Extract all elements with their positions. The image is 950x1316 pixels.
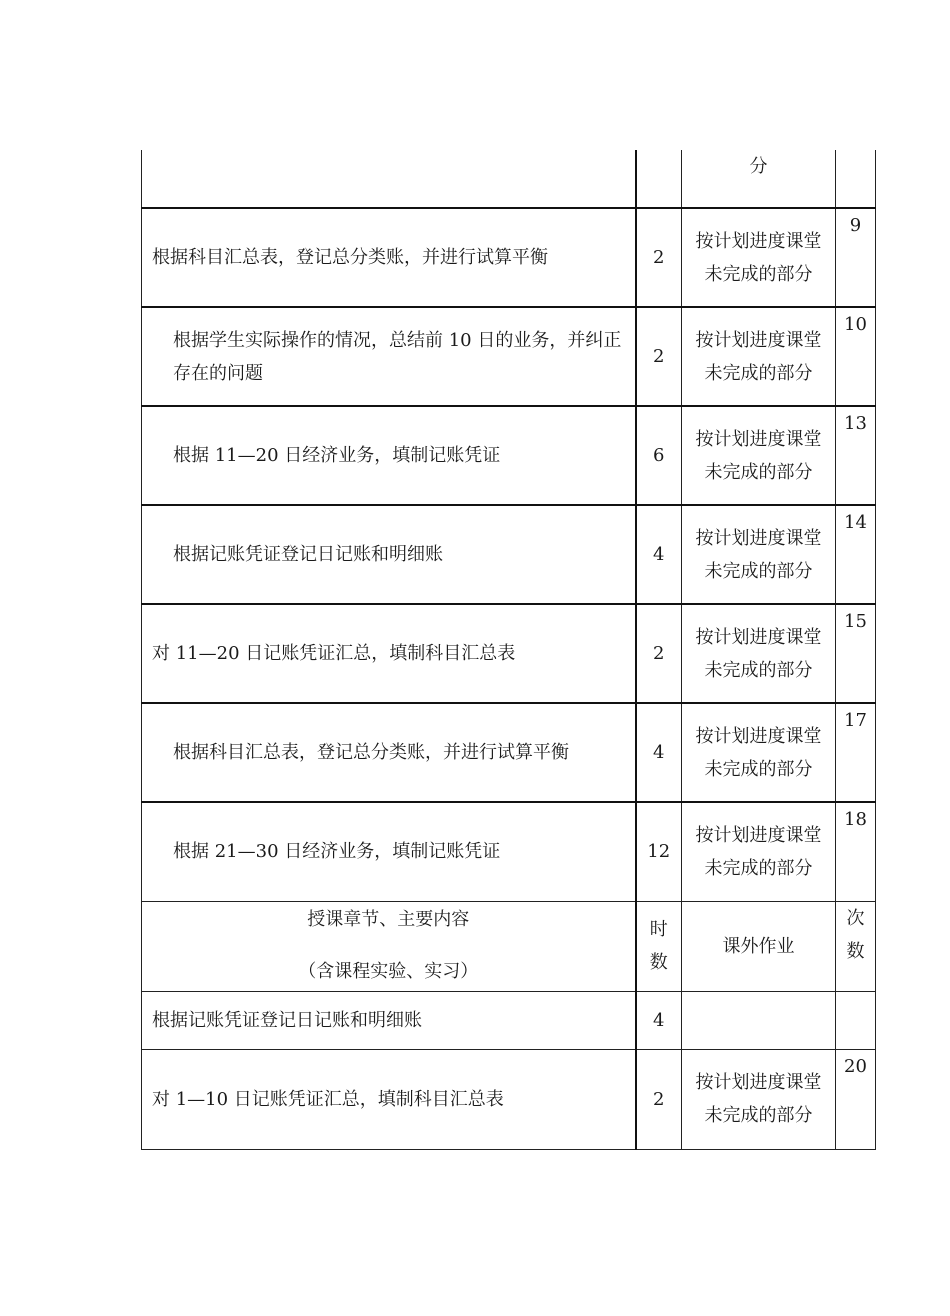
table-row bbox=[142, 208, 876, 307]
homework-cell bbox=[682, 991, 836, 1049]
table-row bbox=[142, 1049, 876, 1149]
table-row bbox=[142, 703, 876, 802]
content-cell: 对 11—20 日记账凭证汇总，填制科目汇总表 bbox=[142, 604, 636, 703]
homework-cell: 按计划进度课堂未完成的部分 bbox=[682, 802, 836, 901]
hours-cell: 2 bbox=[636, 307, 682, 406]
header-hours-cell bbox=[636, 901, 682, 991]
homework-cell: 按计划进度课堂未完成的部分 bbox=[682, 208, 836, 307]
course-plan-table bbox=[141, 150, 876, 1150]
homework-cell: 按计划进度课堂未完成的部分 bbox=[682, 604, 836, 703]
table-row bbox=[142, 307, 876, 406]
table-row bbox=[142, 991, 876, 1049]
content-cell: 根据 21—30 日经济业务，填制记账凭证 bbox=[142, 802, 636, 901]
count-value: 17 bbox=[844, 710, 867, 731]
content-cell: 根据学生实际操作的情况，总结前 10 日的业务，并纠正存在的问题 bbox=[142, 307, 636, 406]
content-cell: 对 1—10 日记账凭证汇总，填制科目汇总表 bbox=[142, 1049, 636, 1149]
content-cell: 根据记账凭证登记日记账和明细账 bbox=[142, 505, 636, 604]
count-cell bbox=[836, 991, 876, 1049]
hours-cell: 2 bbox=[636, 1049, 682, 1149]
count-value: 10 bbox=[844, 314, 867, 335]
header-content-line-1: 授课章节、主要内容 bbox=[307, 909, 470, 930]
homework-cell: 按计划进度课堂未完成的部分 bbox=[682, 307, 836, 406]
count-cell bbox=[836, 802, 876, 901]
table-row bbox=[142, 505, 876, 604]
content-cell: 根据 11—20 日经济业务，填制记账凭证 bbox=[142, 406, 636, 505]
header-count-cell bbox=[836, 901, 876, 991]
count-cell bbox=[836, 505, 876, 604]
header-homework-cell: 课外作业 bbox=[682, 901, 836, 991]
hours-cell bbox=[636, 150, 682, 208]
table-header-row bbox=[142, 901, 876, 991]
hours-cell: 2 bbox=[636, 604, 682, 703]
count-cell bbox=[836, 1049, 876, 1149]
homework-cell: 分 bbox=[682, 150, 836, 208]
hours-cell: 4 bbox=[636, 991, 682, 1049]
homework-cell: 按计划进度课堂未完成的部分 bbox=[682, 505, 836, 604]
header-content-line-2: （含课程实验、实习） bbox=[298, 961, 479, 982]
hours-cell: 6 bbox=[636, 406, 682, 505]
hours-cell: 4 bbox=[636, 505, 682, 604]
count-cell bbox=[836, 604, 876, 703]
hours-cell: 12 bbox=[636, 802, 682, 901]
count-value: 18 bbox=[844, 809, 867, 830]
count-value: 20 bbox=[844, 1055, 867, 1077]
content-cell: 根据记账凭证登记日记账和明细账 bbox=[142, 991, 636, 1049]
content-cell bbox=[142, 150, 636, 208]
homework-cell: 按计划进度课堂未完成的部分 bbox=[682, 1049, 836, 1149]
count-cell bbox=[836, 703, 876, 802]
count-value: 9 bbox=[849, 215, 862, 236]
hours-cell: 2 bbox=[636, 208, 682, 307]
count-cell bbox=[836, 208, 876, 307]
homework-cell: 按计划进度课堂未完成的部分 bbox=[682, 406, 836, 505]
table-row bbox=[142, 406, 876, 505]
header-content-cell bbox=[142, 901, 636, 991]
content-cell: 根据科目汇总表，登记总分类账，并进行试算平衡 bbox=[142, 208, 636, 307]
table-row bbox=[142, 802, 876, 901]
count-value: 15 bbox=[844, 611, 867, 632]
content-cell: 根据科目汇总表，登记总分类账，并进行试算平衡 bbox=[142, 703, 636, 802]
header-hours-label: 时数 bbox=[649, 919, 668, 973]
count-value: 14 bbox=[844, 512, 867, 533]
count-cell bbox=[836, 150, 876, 208]
count-cell bbox=[836, 406, 876, 505]
count-value: 13 bbox=[844, 413, 867, 434]
table-row bbox=[142, 604, 876, 703]
homework-cell: 按计划进度课堂未完成的部分 bbox=[682, 703, 836, 802]
hours-cell: 4 bbox=[636, 703, 682, 802]
count-cell bbox=[836, 307, 876, 406]
table-row-continued bbox=[142, 150, 876, 208]
header-count-label: 次数 bbox=[846, 907, 865, 962]
